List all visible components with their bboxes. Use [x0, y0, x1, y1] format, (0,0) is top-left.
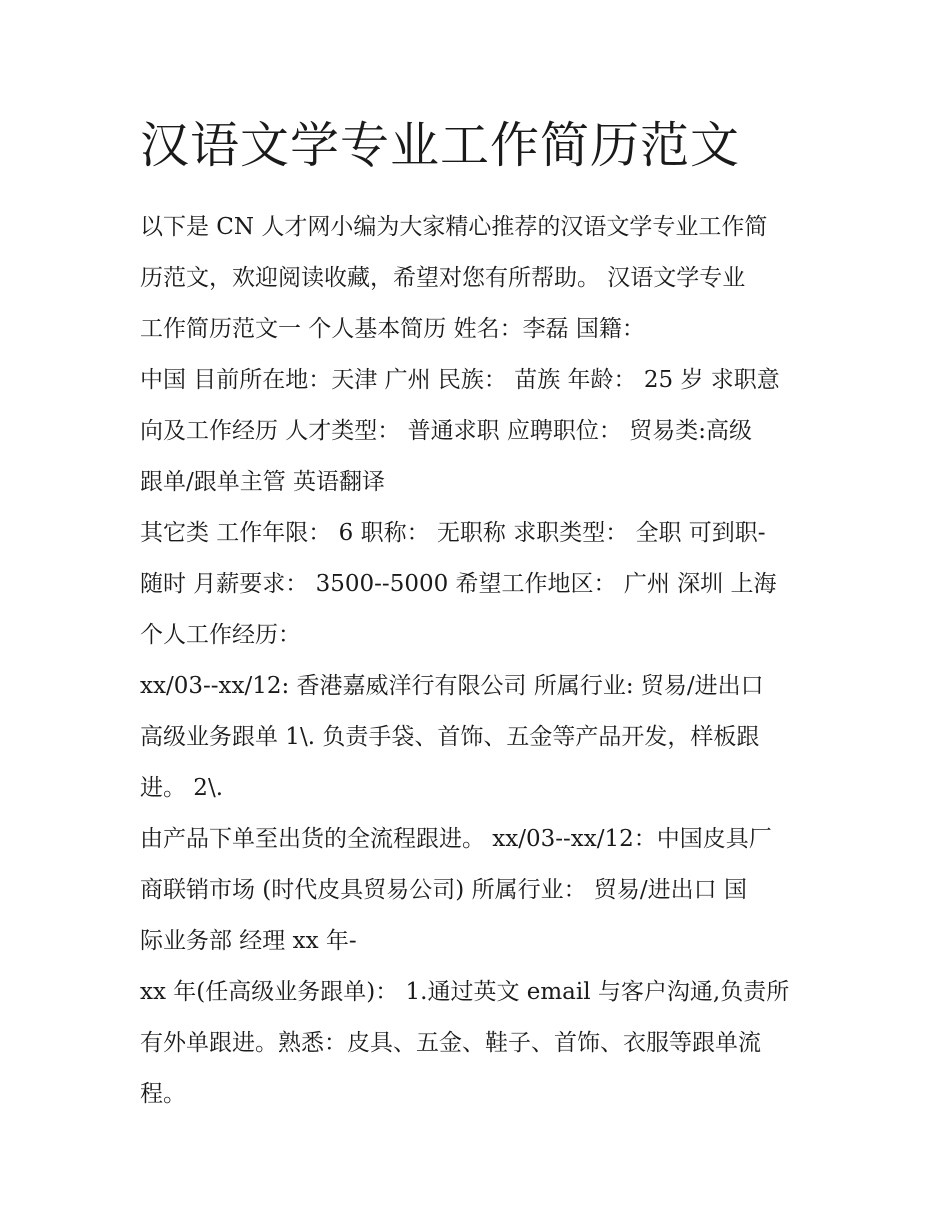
body-line: 个人工作经历： — [140, 622, 301, 648]
body-line: 商联销市场 (时代皮具贸易公司) 所属行业： 贸易/进出口 国 — [140, 877, 747, 903]
body-line: xx/03--xx/12: 香港嘉威洋行有限公司 所属行业: 贸易/进出口 — [140, 673, 764, 699]
body-line: 其它类 工作年限： 6 职称： 无职称 求职类型： 全职 可到职- — [140, 520, 766, 546]
body-line: 跟单/跟单主管 英语翻译 — [140, 469, 386, 495]
body-line: xx 年(任高级业务跟单)： 1.通过英文 email 与客户沟通,负责所 — [140, 979, 790, 1005]
body-line: 际业务部 经理 xx 年- — [140, 928, 357, 954]
body-line: 进。 2\. — [140, 775, 224, 801]
body-line: 程。 — [140, 1081, 186, 1107]
document-title: 汉语文学专业工作简历范文 — [140, 117, 741, 174]
body-line: 中国 目前所在地：天津 广州 民族： 苗族 年龄： 25 岁 求职意 — [140, 367, 780, 393]
body-line: 有外单跟进。熟悉：皮具、五金、鞋子、首饰、衣服等跟单流 — [140, 1030, 761, 1056]
body-line: 向及工作经历 人才类型： 普通求职 应聘职位： 贸易类:高级 — [140, 418, 752, 444]
body-line: 工作简历范文一 个人基本简历 姓名：李磊 国籍： — [140, 316, 645, 342]
body-line: 随时 月薪要求： 3500--5000 希望工作地区： 广州 深圳 上海 — [140, 571, 777, 597]
body-line: 高级业务跟单 1\. 负责手袋、首饰、五金等产品开发，样板跟 — [140, 724, 760, 750]
document-body — [140, 202, 820, 1120]
body-line: 历范文，欢迎阅读收藏，希望对您有所帮助。 汉语文学专业 — [140, 265, 746, 291]
body-line: 由产品下单至出货的全流程跟进。 xx/03--xx/12：中国皮具厂 — [140, 826, 772, 852]
body-line: 以下是 CN 人才网小编为大家精心推荐的汉语文学专业工作简 — [140, 214, 768, 240]
